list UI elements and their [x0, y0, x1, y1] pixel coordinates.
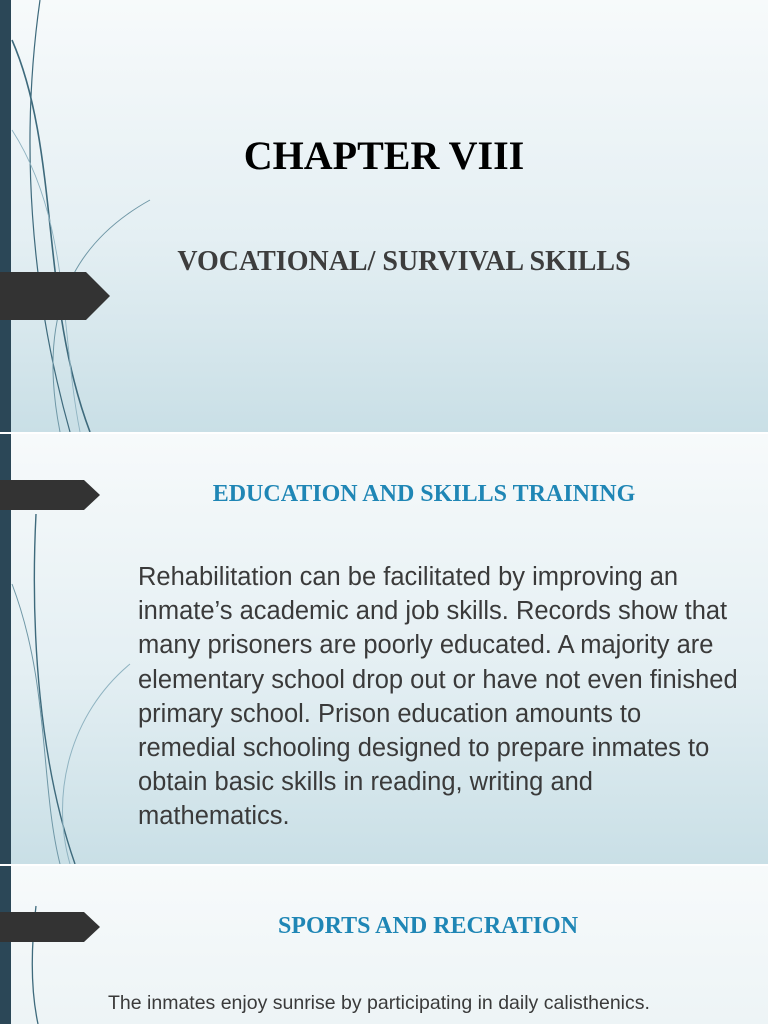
bullet-icon: [88, 990, 108, 1016]
section-heading: EDUCATION AND SKILLS TRAINING: [212, 481, 636, 507]
section-heading: SPORTS AND RECRATION: [277, 913, 579, 939]
chapter-subtitle: VOCATIONAL/ SURVIVAL SKILLS: [177, 246, 631, 277]
bullet-icon: [116, 560, 138, 834]
decorative-swirl-lines: [0, 0, 200, 432]
bullet-item: [88, 990, 758, 1016]
bullet-item: [116, 560, 738, 834]
slide-sports: [0, 866, 768, 1024]
chapter-title: CHAPTER VIII: [243, 133, 525, 178]
slide-chapter-title: [0, 0, 768, 432]
slide-tag-arrow: [0, 272, 110, 320]
bullet-text: The inmates enjoy sunrise by participating in daily calisthenics.: [108, 992, 650, 1014]
slide-education: [0, 434, 768, 864]
bullet-text: Rehabilitation can be facilitated by improving an inmate’s academic and job skills. Records show that many prisoners are poorly educated. A majority are elementary school drop out or have not even finished primary school. Prison education amounts to remedial schooling designed to prepare inmates to obtain basic skills in reading, writing and mathematics.: [138, 563, 738, 831]
